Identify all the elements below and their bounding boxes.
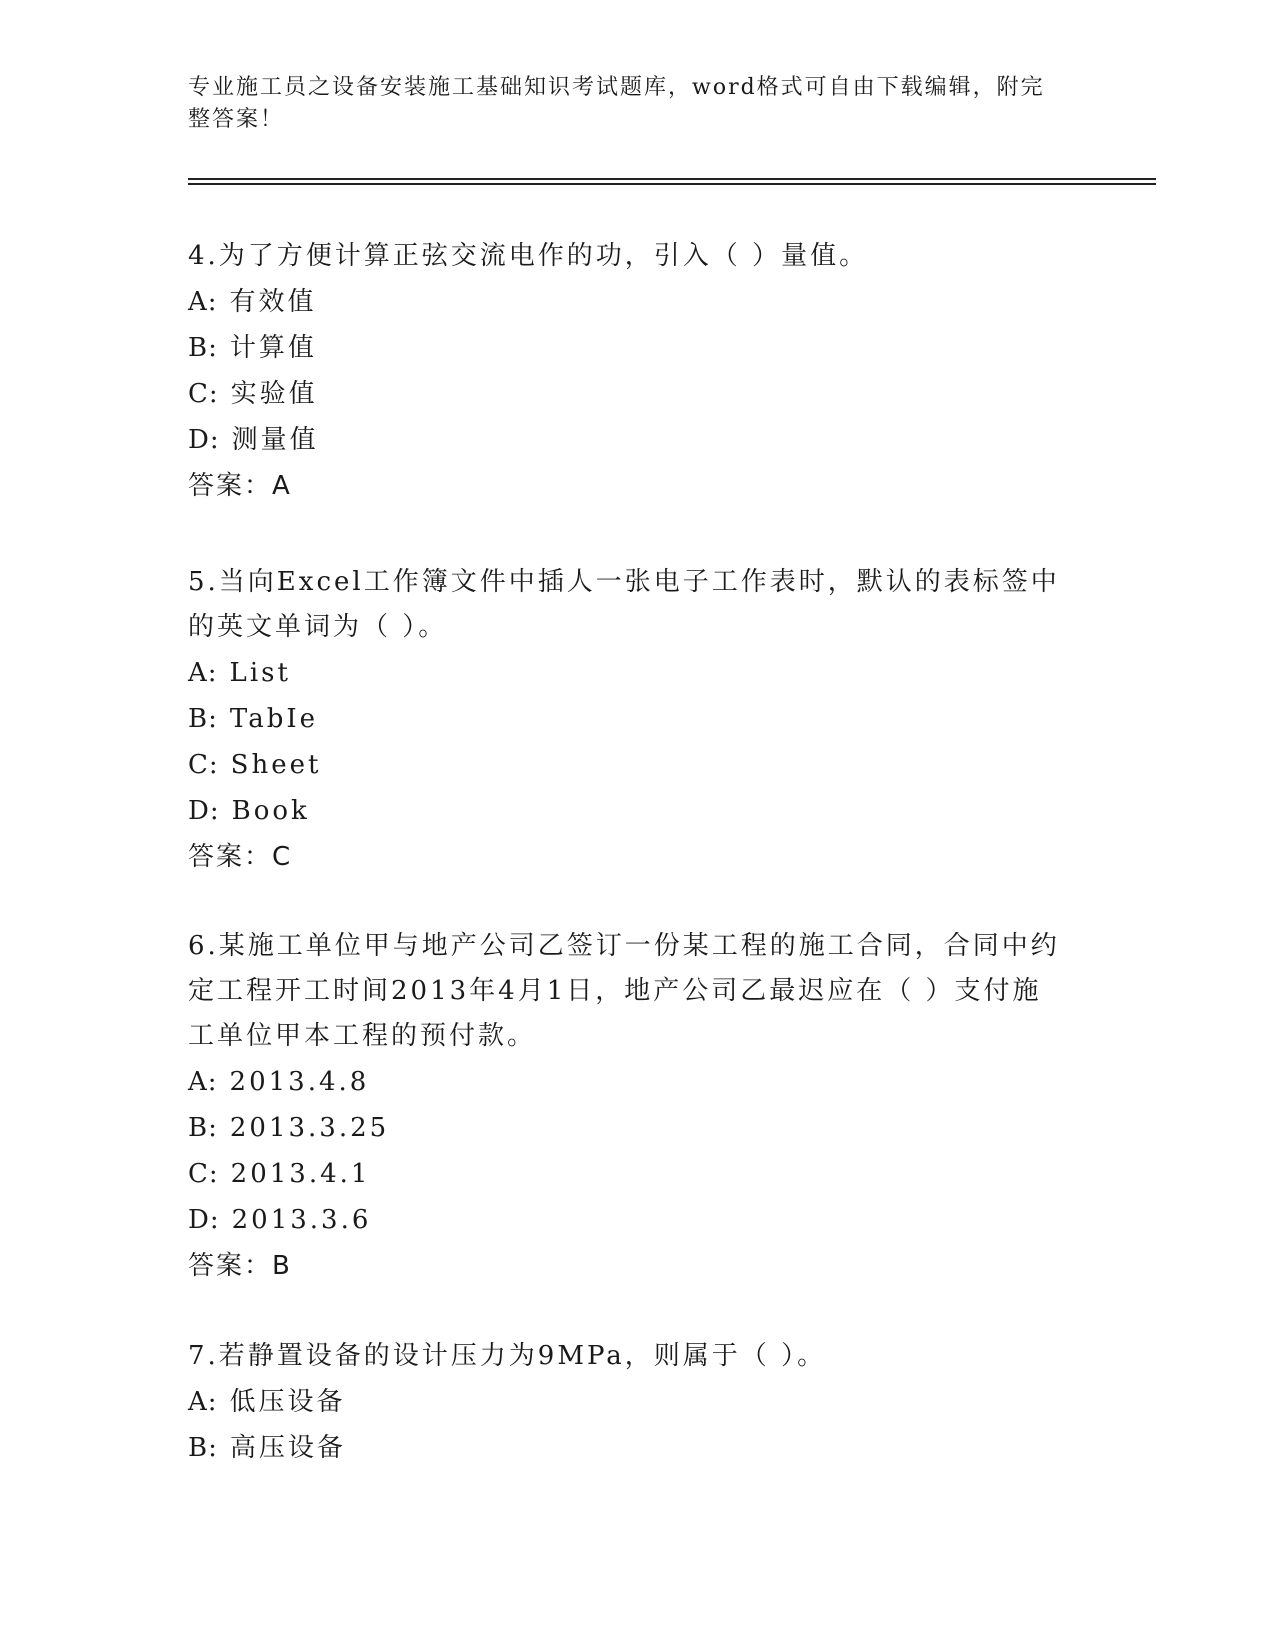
option-key: D: (188, 425, 220, 455)
option-key: C: (188, 750, 219, 780)
option-key: A: (188, 658, 218, 688)
option-key: D: (188, 1205, 220, 1235)
option-a (188, 650, 1068, 696)
answer-line: 答案：B (188, 1251, 292, 1281)
option-text: 2013.4.1 (230, 1159, 371, 1189)
option-text: 2013.3.6 (231, 1205, 372, 1235)
option-key: A: (188, 287, 218, 317)
option-text: 实验值 (230, 379, 318, 409)
option-text: 2013.4.8 (229, 1067, 370, 1097)
document-header-note: 专业施工员之设备安装施工基础知识考试题库，word格式可自由下载编辑，附完整答案！ (188, 75, 1045, 132)
option-text: 2013.3.25 (229, 1113, 390, 1143)
option-d (188, 417, 1068, 463)
question-6 (188, 924, 1068, 1289)
option-text: 计算值 (229, 333, 317, 363)
option-c (188, 371, 1068, 417)
option-text: 测量值 (231, 425, 319, 455)
option-key: B: (188, 1113, 218, 1143)
header-divider-top (188, 178, 1156, 180)
answer-line: 答案：C (188, 842, 293, 872)
option-text: 高压设备 (229, 1433, 346, 1463)
question-7 (188, 1334, 1068, 1471)
option-key: B: (188, 704, 218, 734)
option-key: C: (188, 379, 219, 409)
question-stem: 4.为了方便计算正弦交流电作的功，引入（ ）量值。 (188, 241, 869, 271)
option-key: D: (188, 796, 220, 826)
header-divider-bottom (188, 183, 1156, 185)
option-text: List (229, 658, 291, 688)
option-c (188, 742, 1068, 788)
option-d (188, 788, 1068, 834)
option-key: A: (188, 1067, 218, 1097)
option-text: 低压设备 (229, 1387, 346, 1417)
option-key: B: (188, 333, 218, 363)
option-text: TabIe (229, 704, 318, 734)
option-key: B: (188, 1433, 218, 1463)
option-a (188, 1059, 1068, 1105)
option-b (188, 1105, 1068, 1151)
option-a (188, 279, 1068, 325)
option-text: Sheet (230, 750, 322, 780)
option-b (188, 696, 1068, 742)
option-key: C: (188, 1159, 219, 1189)
option-b (188, 325, 1068, 371)
option-a (188, 1379, 1068, 1425)
option-b (188, 1425, 1068, 1471)
option-text: 有效值 (229, 287, 317, 317)
option-key: A: (188, 1387, 218, 1417)
question-5 (188, 560, 1068, 880)
option-c (188, 1151, 1068, 1197)
option-text: Book (231, 796, 310, 826)
question-stem: 5.当向Excel工作簿文件中插人一张电子工作表时，默认的表标签中的英文单词为（ ）。 (188, 567, 1060, 642)
option-d (188, 1197, 1068, 1243)
answer-line: 答案：A (188, 471, 292, 501)
question-stem: 7.若静置设备的设计压力为9MPa，则属于（ ）。 (188, 1341, 827, 1371)
question-stem: 6.某施工单位甲与地产公司乙签订一份某工程的施工合同，合同中约定工程开工时间2013年4月1日，地产公司乙最迟应在（ ）支付施工单位甲本工程的预付款。 (188, 931, 1060, 1051)
question-4 (188, 234, 1068, 509)
